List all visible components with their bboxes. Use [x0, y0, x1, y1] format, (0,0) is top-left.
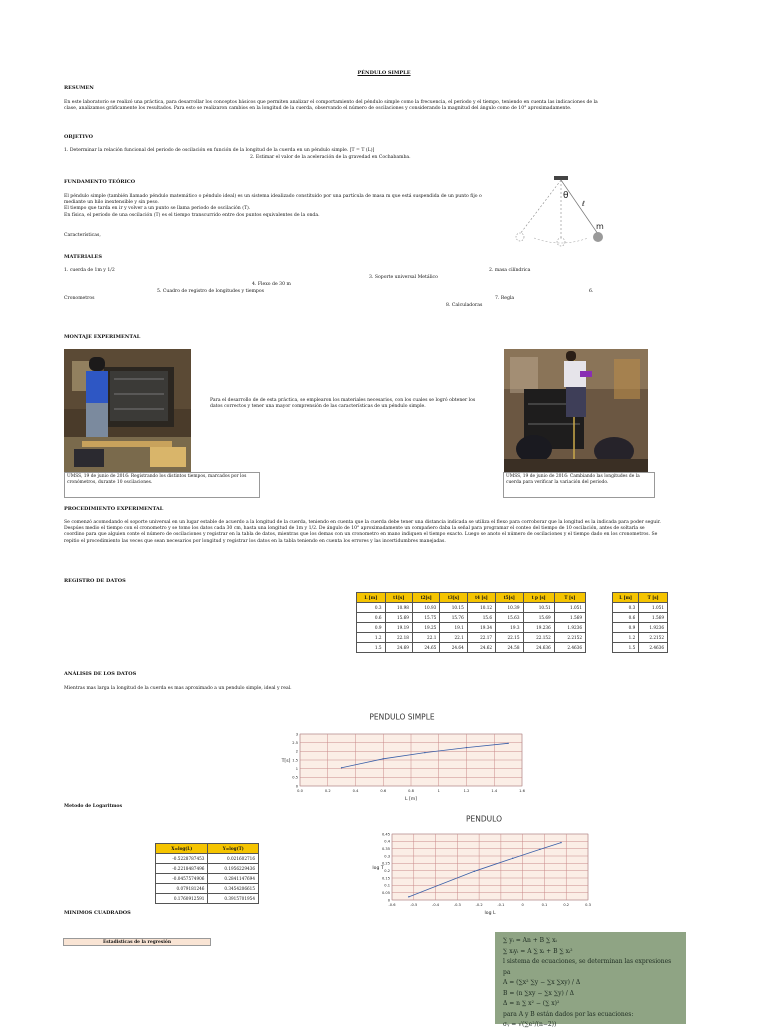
materiales-heading: MATERIALES: [64, 254, 102, 260]
x-tick-label: -0.1: [497, 903, 505, 907]
data-table-cell: 22.152: [523, 633, 554, 643]
data-table-col-header: t1[s]: [385, 593, 412, 603]
data-table-cell: 19.236: [523, 623, 554, 633]
pendulum-string: [561, 180, 598, 234]
data-table-row: [357, 603, 586, 613]
x-tick-label: -0.6: [388, 903, 396, 907]
photo-right-scene: [504, 349, 648, 472]
pendulum-diagram: [508, 174, 612, 246]
summary-table-cell: 1.569: [639, 613, 668, 623]
log-table-row: [156, 894, 259, 904]
y-tick-label: 0.25: [381, 861, 390, 866]
x-tick-label: -0.3: [453, 903, 461, 907]
summary-table-body: [613, 603, 668, 653]
data-table-cell: 10.12: [467, 603, 495, 613]
data-point: [383, 758, 384, 759]
x-tick-label: 0.1: [541, 903, 548, 907]
data-table-col-header: t p [s]: [523, 593, 554, 603]
data-table-row: [357, 613, 586, 623]
data-table-header: [357, 593, 586, 603]
summary-table: [612, 592, 668, 653]
pendulum-path-left: [520, 180, 561, 234]
data-table-col-header: t3[s]: [440, 593, 467, 603]
data-table-cell: 1.5: [357, 643, 386, 653]
summary-table-row: [613, 613, 668, 623]
formula-line: B = (n ∑xy − ∑x ∑y) / Δ: [503, 989, 575, 997]
data-table-cell: 10.98: [385, 603, 412, 613]
data-table-row: [357, 623, 586, 633]
material-3: 3. Soporte universal Metálico: [369, 275, 438, 280]
page-title: PÉNDULO SIMPLE: [357, 70, 411, 76]
log-table: [155, 843, 259, 904]
summary-table-cell: 1.9236: [639, 623, 668, 633]
data-table-cell: 19.1: [440, 623, 467, 633]
log-table-col-header: X=log(L): [156, 844, 208, 854]
swing-arc: [534, 238, 588, 243]
data-table: [356, 592, 586, 653]
formula-lines: [495, 932, 686, 1035]
data-table-cell: 15.69: [523, 613, 554, 623]
montaje-text: Para el desarrollo de de esta práctica, se emplearon los materiales necesarios, con los cuales se logró obtener los datos correctos y tener una mayor comprensión de las características de un péndulo simple.: [210, 398, 476, 410]
fundamento-p1: El péndulo simple (también llamado péndulo matemático o péndulo ideal) es un sistema idealizado constituido por una partícula de masa m que está suspendida de un punto fijo o mediante un hilo inextensible y sin peso.: [64, 194, 482, 206]
log-table-row: [156, 874, 259, 884]
data-table-cell: 1.569: [554, 613, 585, 623]
material-6: 6.: [589, 289, 594, 294]
log-table-row: [156, 864, 259, 874]
procedimiento-text: Se comenzó acomodando el soporte universal en un lugar estable de acuerdo a la longitud de la cuerda, teniendo en cuenta que la cuerda debe tener una distancia indicada se utiliza el flexo para corroborar que la longitud es la indicada para poder seguir. Despúes medio el tiempo con el cronometro y se tomo los datos cada 30 cm, hasta una longitud de 1m y 1/2. De ángulo de 10° aproximadamente un compañero daba la señal para programar el conteo del tiempo de 10 oscilación, antes de soltarla se coordino para que alguien conte el número de oscilaciones y registrar en la tabla de datos, mientras que los demas con un cronometro en mano indiquen el tiempo exacto. Luego se anoto el número de oscilaciones y el tiempo dado en los cronometros. Se repitio el procedimiento las veces que sean necesarios por longitud y registrar los datos en la tabla teniendo en cuenta los errores y las incertidumbres manejadas.: [64, 520, 661, 544]
data-table-cell: 0.3: [357, 603, 386, 613]
x-tick-label: 0.2: [324, 789, 331, 793]
y-tick-label: 2: [295, 749, 298, 754]
summary-table-cell: 1.5: [613, 643, 639, 653]
summary-table-cell: 2.4636: [639, 643, 668, 653]
log-table-row: [156, 884, 259, 894]
data-table-cell: 2.2152: [554, 633, 585, 643]
summary-table-row: [613, 633, 668, 643]
data-table-cell: 0.9: [357, 623, 386, 633]
summary-table-cell: 1.2: [613, 633, 639, 643]
data-table-cell: 2.4636: [554, 643, 585, 653]
theta-label: θ: [563, 191, 569, 201]
summary-table-cell: 0.6: [613, 613, 639, 623]
chart-pendulo-log: [366, 814, 602, 918]
data-point: [507, 743, 508, 744]
log-table-header: [156, 844, 259, 854]
data-table-cell: 1.051: [554, 603, 585, 613]
data-table-cell: 15.63: [496, 613, 523, 623]
y-tick-label: 1: [295, 766, 298, 771]
data-table-cell: 22.1: [412, 633, 439, 643]
summary-table-cell: 0.3: [613, 603, 639, 613]
data-table-col-header: T [s]: [554, 593, 585, 603]
material-6-text: Cronometros: [64, 296, 95, 301]
y-tick-label: 3: [295, 732, 298, 737]
data-table-cell: 10.39: [496, 603, 523, 613]
log-table-cell: 0.079181246: [156, 884, 208, 894]
data-table-cell: 24.58: [496, 643, 523, 653]
log-table-col-header: Y=log(T): [208, 844, 259, 854]
ghost-bob-center: [557, 238, 565, 246]
resumen-heading: RESUMEN: [64, 85, 94, 91]
data-table-cell: 24.69: [385, 643, 412, 653]
data-point: [408, 896, 409, 897]
summary-table-cell: 1.051: [639, 603, 668, 613]
minimos-heading: MINIMOS CUADRADOS: [64, 910, 131, 916]
chart-title: PENDULO SIMPLE: [369, 712, 435, 722]
data-table-row: [357, 633, 586, 643]
procedimiento-heading: PROCEDIMIENTO EXPERIMENTAL: [64, 506, 164, 512]
material-8: 8. Calculadoras: [446, 303, 483, 308]
data-table-cell: 22.17: [467, 633, 495, 643]
data-table-cell: 22.15: [496, 633, 523, 643]
pendulum-bob: [593, 232, 603, 242]
data-table-cell: 15.6: [467, 613, 495, 623]
data-point: [474, 871, 475, 872]
y-axis-label: T[s]: [281, 759, 291, 764]
formula-line: para A y B están dados por las ecuaciones:: [503, 1010, 634, 1018]
x-tick-label: 0.4: [352, 789, 359, 793]
y-axis-label: log T: [372, 866, 384, 871]
summary-table-row: [613, 603, 668, 613]
x-tick-label: 0: [521, 903, 524, 907]
x-axis-label: log L: [484, 911, 496, 916]
y-tick-label: 0: [387, 898, 390, 903]
log-table-cell: 0.3915701954: [208, 894, 259, 904]
chart-pendulo-simple: [272, 712, 532, 804]
y-tick-label: 0.35: [381, 846, 390, 851]
data-table-cell: 22.18: [385, 633, 412, 643]
x-tick-label: -0.2: [475, 903, 483, 907]
y-tick-label: 0.5: [292, 775, 298, 780]
y-tick-label: 0.45: [381, 832, 390, 837]
registro-heading: REGISTRO DE DATOS: [64, 578, 126, 584]
log-table-body: [156, 854, 259, 904]
data-table-cell: 19.3: [496, 623, 523, 633]
summary-table-row: [613, 643, 668, 653]
y-tick-label: 0.2: [384, 868, 390, 873]
formula-line: Δ = n ∑ x² − (∑ x)²: [503, 1000, 560, 1007]
analisis-text: Mientras mas larga la longitud de la cuerda es mas aproximado a un pendulo simple, ideal y real.: [64, 686, 292, 691]
chart-title: PENDULO: [466, 814, 502, 824]
x-tick-label: -0.4: [432, 903, 440, 907]
y-tick-label: 0.05: [381, 890, 390, 895]
summary-table-col-header: L [m]: [613, 593, 639, 603]
formula-line: l sistema de ecuaciones, se determinan las expresiones pa: [503, 958, 672, 976]
data-point: [424, 752, 425, 753]
summary-table-row: [613, 623, 668, 633]
data-table-cell: 24.636: [523, 643, 554, 653]
formula-line: ∑ xᵢyᵢ = A ∑ xᵢ + B ∑ xᵢ²: [503, 947, 573, 955]
material-7: 7. Regla: [495, 296, 515, 301]
data-table-col-header: t2[s]: [412, 593, 439, 603]
x-axis-label: L [m]: [404, 797, 418, 802]
ghost-bob-left: [516, 233, 524, 241]
log-table-cell: 0.021602716: [208, 854, 259, 864]
formula-line: A = (∑x² ∑y − ∑x ∑xy) / Δ: [503, 979, 581, 986]
data-table-cell: 15.69: [385, 613, 412, 623]
data-table-cell: 19.34: [467, 623, 495, 633]
data-point: [341, 767, 342, 768]
photo-right: [504, 349, 648, 472]
material-4: 4. Flexo de 30 m: [252, 282, 291, 287]
data-table-cell: 1.9236: [554, 623, 585, 633]
log-table-cell: -0.0457574906: [156, 874, 208, 884]
x-tick-label: 0.0: [297, 789, 303, 793]
length-label: ℓ: [582, 200, 585, 208]
data-table-cell: 10.51: [523, 603, 554, 613]
data-table-cell: 19.19: [385, 623, 412, 633]
y-tick-label: 0.15: [381, 876, 390, 881]
data-table-cell: 15.76: [440, 613, 467, 623]
data-table-cell: 24.65: [412, 643, 439, 653]
mass-label: m: [596, 222, 604, 231]
data-table-cell: 0.6: [357, 613, 386, 623]
data-point: [466, 747, 467, 748]
material-5: 5. Cuadro de registro de longitudes y tiempos: [157, 289, 264, 294]
data-point: [560, 842, 561, 843]
caption-left: UMSS, 19 de junio de 2016: Registrando los distintos tiempos, marcados por los cronómetros, durante 10 oscilaciones.: [64, 472, 260, 498]
x-tick-label: 1.4: [491, 789, 498, 793]
analisis-heading: ANÁLISIS DE LOS DATOS: [64, 671, 137, 677]
log-table-cell: 0.1760912591: [156, 894, 208, 904]
summary-table-cell: 0.9: [613, 623, 639, 633]
data-point: [512, 858, 513, 859]
x-tick-label: 1.2: [463, 789, 470, 793]
summary-table-cell: 2.2152: [639, 633, 668, 643]
x-tick-label: -0.5: [410, 903, 418, 907]
fundamento-text: [64, 194, 504, 239]
montaje-heading: MONTAJE EXPERIMENTAL: [64, 334, 141, 340]
log-table-row: [156, 854, 259, 864]
formula-photo: [495, 932, 686, 1028]
data-table-col-header: L [m]: [357, 593, 386, 603]
x-tick-label: 0.2: [563, 903, 570, 907]
objetivo-line-2: 2. Estimar el valor de la aceleración de la gravedad en Cochabamba.: [250, 155, 411, 160]
data-table-cell: 24.64: [440, 643, 467, 653]
log-table-cell: 0.1956229436: [208, 864, 259, 874]
data-table-cell: 15.75: [412, 613, 439, 623]
objetivo-heading: OBJETIVO: [64, 134, 93, 140]
fundamento-p3: En física, el periodo de una oscilación (T) es el tiempo transcurrido entre dos puntos equivalentes de la onda.: [64, 212, 320, 218]
caption-right: UMSS, 19 de junio de 2016: Cambiando las longitudes de la cuerda para verificar la variación del periodo.: [503, 472, 655, 498]
data-table-col-header: t5[s]: [496, 593, 523, 603]
log-table-cell: -0.2218487496: [156, 864, 208, 874]
logaritmos-heading: Metodo de Logaritmos: [64, 804, 123, 809]
x-tick-label: 1: [437, 789, 440, 793]
fundamento-heading: FUNDAMENTO TEÓRICO: [64, 179, 136, 185]
data-table-row: [357, 643, 586, 653]
x-tick-label: 0.6: [380, 789, 387, 793]
data-table-cell: 22.1: [440, 633, 467, 643]
pendulum-pivot: [554, 176, 568, 180]
y-tick-label: 1.5: [292, 758, 298, 763]
photo-left: [64, 349, 191, 472]
data-table-cell: 24.62: [467, 643, 495, 653]
y-tick-label: 0: [295, 784, 298, 789]
material-1: 1. cuerda de 1m y 1/2: [64, 268, 115, 273]
y-tick-label: 0.3: [384, 854, 390, 859]
formula-line: σᵧ = √(∑e²/(n−2)): [503, 1021, 557, 1028]
log-table-cell: 0.2841147694: [208, 874, 259, 884]
log-table-cell: 0.3454206615: [208, 884, 259, 894]
fundamento-p2: El tiempo que tarda en ir y volver a un punto se llama periodo de oscilación (T).: [64, 206, 251, 212]
log-table-cell: -0.5228787453: [156, 854, 208, 864]
formula-line: ∑ yᵢ = An + B ∑ xᵢ: [503, 937, 557, 944]
data-table-col-header: t4 [s]: [467, 593, 495, 603]
summary-table-col-header: T [s]: [639, 593, 668, 603]
y-tick-label: 2.5: [292, 740, 298, 745]
photo-left-scene: [64, 349, 191, 472]
data-table-cell: 19.25: [412, 623, 439, 633]
objetivo-line-1: 1. Determinar la relación funcional del periodo de oscilación en función de la longitud de la cuerda en un péndulo simple. [T = T (L)]: [64, 148, 375, 153]
data-point: [539, 849, 540, 850]
material-2: 2. masa cilíndrica: [489, 268, 531, 273]
resumen-text: En este laboratorio se realizó una práctica, para desarrollar los conceptos básicos que permiten analizar el comportamiento del péndulo simple como la frecuencia, el periodo y el tiempo, teniendo en cuenta las indicaciones de la clase, analizamos gráficamente los resultados. Para esto se realizaron cambios en la longitud de la cuerda, observando el número de oscilaciones y considerando la magnitud del ángulo como de 10° aproximadamente.: [64, 100, 598, 112]
data-table-cell: 10.15: [440, 603, 467, 613]
plot-area: [392, 834, 588, 900]
y-tick-label: 0.4: [384, 839, 390, 844]
data-table-cell: 1.2: [357, 633, 386, 643]
y-tick-label: 0.1: [384, 883, 390, 888]
x-tick-label: 1.6: [519, 789, 525, 793]
summary-table-header: [613, 593, 668, 603]
x-tick-label: 0.8: [408, 789, 414, 793]
data-table-body: [357, 603, 586, 653]
data-table-cell: 10.93: [412, 603, 439, 613]
regression-stats-label: Estadisticas de la regresión: [63, 938, 211, 946]
fundamento-p4: Características,: [64, 232, 101, 238]
x-tick-label: 0.3: [585, 903, 591, 907]
